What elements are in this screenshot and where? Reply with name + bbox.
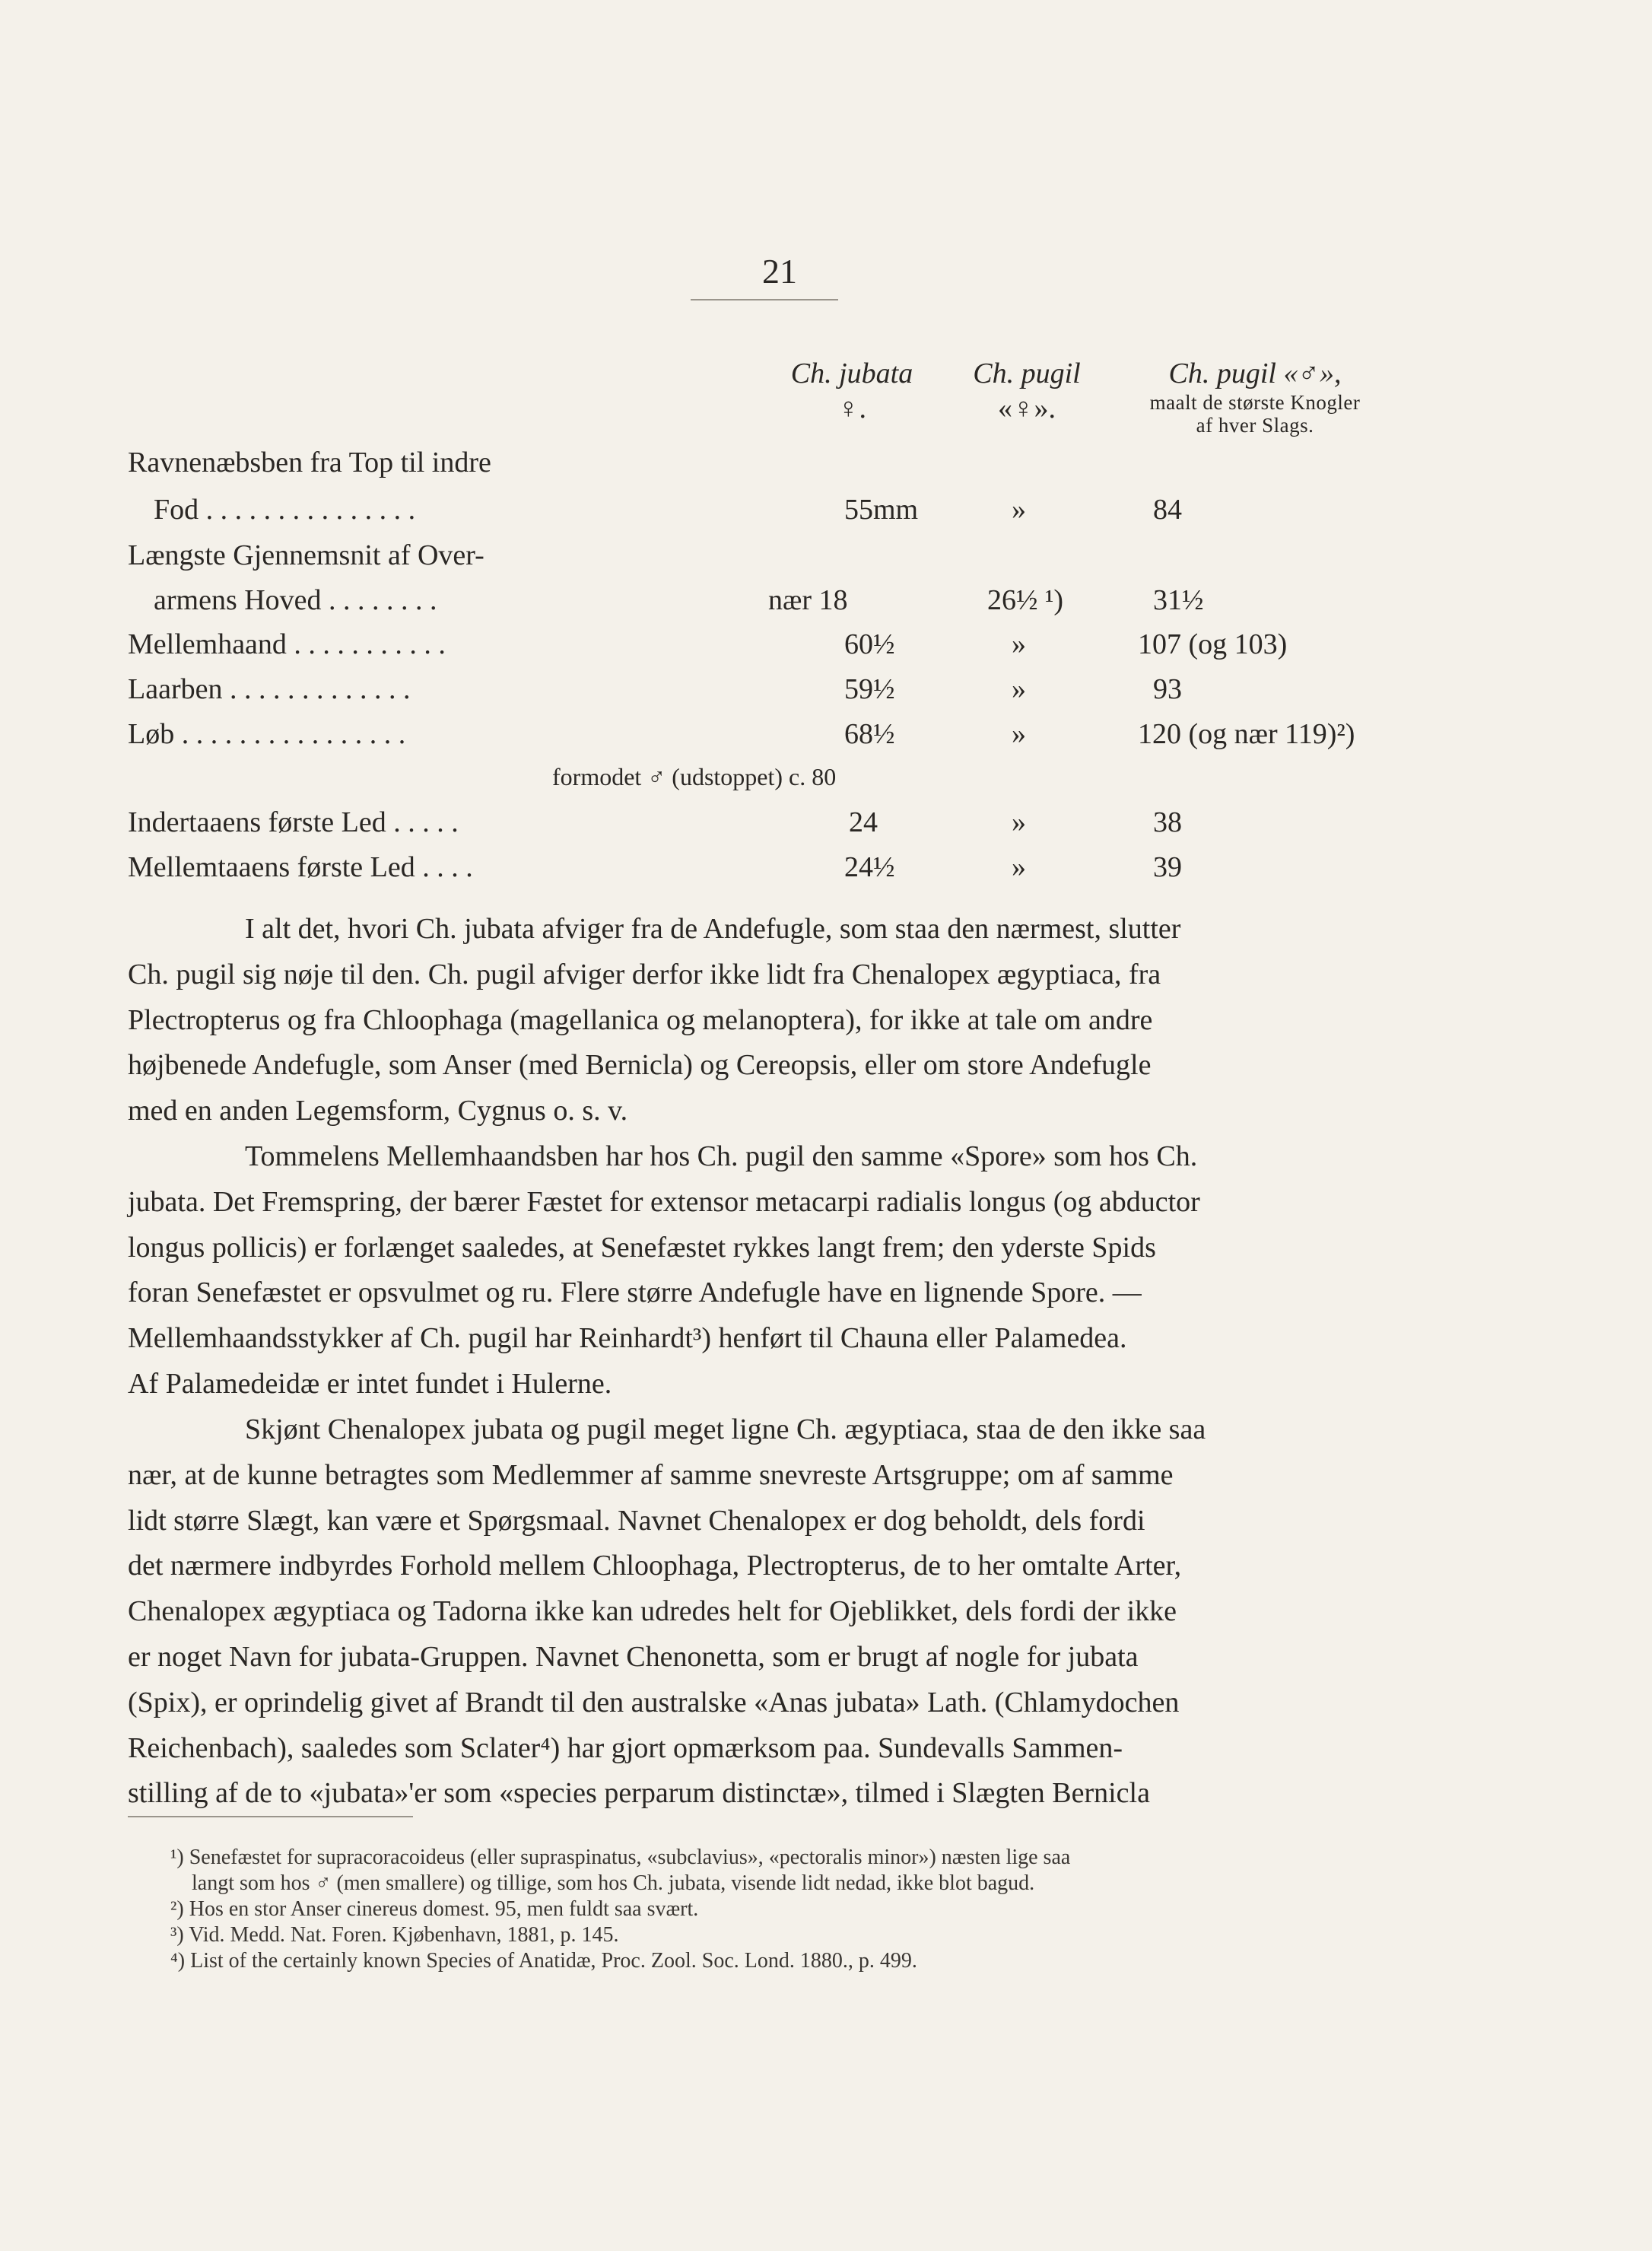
cell-value: » bbox=[1012, 806, 1026, 838]
col-header-jubata bbox=[768, 356, 936, 426]
col-header-sub: «♀». bbox=[998, 393, 1056, 424]
page-number: 21 bbox=[762, 252, 797, 291]
cell-value: 68½ bbox=[844, 718, 895, 750]
col-header-sub: af hver Slags. bbox=[1196, 414, 1314, 437]
cell-value: 107 (og 103) bbox=[1138, 628, 1288, 660]
col-header-sub: maalt de største Knogler bbox=[1149, 391, 1361, 414]
paragraph bbox=[128, 1407, 1390, 1817]
text-line: (Spix), er oprindelig givet af Brandt til den australske «Anas jubata» Lath. (Chlamydochen bbox=[128, 1686, 1180, 1718]
cell-value: 93 bbox=[1153, 673, 1182, 705]
footnote-rule bbox=[128, 1816, 413, 1817]
cell-value: 55mm bbox=[844, 494, 919, 526]
text-line: jubata. Det Fremspring, der bærer Fæstet for extensor metacarpi radialis longus (og abductor bbox=[128, 1185, 1200, 1218]
cell-value: » bbox=[1012, 494, 1026, 526]
cell-value: » bbox=[1012, 718, 1026, 750]
text-line: det nærmere indbyrdes Forhold mellem Chloophaga, Plectropterus, de to her omtalte Arter, bbox=[128, 1550, 1182, 1582]
cell-value: 24½ bbox=[844, 851, 895, 883]
footnote-line: ³) Vid. Medd. Nat. Foren. Kjøbenhavn, 1881, p. 145. bbox=[170, 1923, 619, 1947]
col-header-name: Ch. pugil bbox=[973, 358, 1081, 389]
cell-value: » bbox=[1012, 673, 1026, 705]
text-line: I alt det, hvori Ch. jubata afviger fra de Andefugle, som staa den nærmest, slutter bbox=[245, 913, 1181, 945]
cell-value: 60½ bbox=[844, 628, 895, 660]
text-line: stilling af de to «jubata»'er som «species perparum distinctæ», tilmed i Slægten Bernicla bbox=[128, 1777, 1150, 1810]
row-label: Fod . . . . . . . . . . . . . . . bbox=[154, 494, 416, 526]
row-label: Indertaaens første Led . . . . . bbox=[128, 806, 459, 838]
cell-value: 59½ bbox=[844, 673, 895, 705]
cell-value: nær 18 bbox=[768, 584, 848, 616]
text-line: er noget Navn for jubata-Gruppen. Navnet Chenonetta, som er brugt af nogle for jubata bbox=[128, 1640, 1139, 1673]
cell-value: 31½ bbox=[1153, 584, 1204, 616]
table-note: formodet ♂ (udstoppet) c. 80 bbox=[552, 763, 837, 790]
text-line: longus pollicis) er forlænget saaledes, at Senefæstet rykkes langt frem; den yderste Spids bbox=[128, 1231, 1156, 1264]
text-line: foran Senefæstet er opsvulmet og ru. Flere større Andefugle have en lignende Spore. — bbox=[128, 1277, 1142, 1309]
header-rule bbox=[691, 299, 838, 300]
footnote-line: ²) Hos en stor Anser cinereus domest. 95, men fuldt saa svært. bbox=[170, 1897, 699, 1921]
text-line: Chenalopex ægyptiaca og Tadorna ikke kan udredes helt for Ojeblikket, dels fordi der ikke bbox=[128, 1595, 1177, 1628]
paragraph bbox=[128, 1134, 1390, 1407]
text-line: Ch. pugil sig nøje til den. Ch. pugil afviger derfor ikke lidt fra Chenalopex ægyptiaca, fra bbox=[128, 958, 1161, 990]
cell-value: 84 bbox=[1153, 494, 1182, 526]
text-line: Reichenbach), saaledes som Sclater⁴) har gjort opmærksom paa. Sundevalls Sammen- bbox=[128, 1731, 1123, 1764]
row-label: armens Hoved . . . . . . . . bbox=[154, 584, 437, 616]
col-header-pugil bbox=[943, 356, 1110, 426]
cell-value: 120 (og nær 119)²) bbox=[1138, 718, 1355, 750]
text-line: Mellemhaandsstykker af Ch. pugil har Reinhardt³) henført til Chauna eller Palamedea. bbox=[128, 1322, 1127, 1355]
row-label: Laarben . . . . . . . . . . . . . bbox=[128, 673, 411, 705]
cell-value: 38 bbox=[1153, 806, 1182, 838]
text-line: nær, at de kunne betragtes som Medlemmer af samme snevreste Artsgruppe; om af samme bbox=[128, 1458, 1174, 1491]
footnote-line: langt som hos ♂ (men smallere) og tillige, som hos Ch. jubata, visende lidt nedad, ikke blot bagud. bbox=[192, 1871, 1035, 1895]
cell-value: » bbox=[1012, 628, 1026, 660]
row-label: Ravnenæbsben fra Top til indre bbox=[128, 447, 491, 478]
row-label: Mellemtaaens første Led . . . . bbox=[128, 851, 473, 883]
footnote-line: ⁴) List of the certainly known Species of Anatidæ, Proc. Zool. Soc. Lond. 1880., p. 499. bbox=[170, 1949, 917, 1973]
text-line: med en anden Legemsform, Cygnus o. s. v. bbox=[128, 1095, 628, 1127]
col-header-name: Ch. pugil «♂», bbox=[1168, 358, 1342, 389]
text-line: Af Palamedeidæ er intet fundet i Hulerne. bbox=[128, 1367, 612, 1400]
row-label: Løb . . . . . . . . . . . . . . . . bbox=[128, 718, 406, 750]
text-line: højbenede Andefugle, som Anser (med Bernicla) og Cereopsis, eller om store Andefugle bbox=[128, 1049, 1152, 1082]
text-line: Tommelens Mellemhaandsben har hos Ch. pugil den samme «Spore» som hos Ch. bbox=[245, 1140, 1198, 1172]
text-line: Plectropterus og fra Chloophaga (magellanica og melanoptera), for ikke at tale om andre bbox=[128, 1003, 1153, 1036]
cell-value: 24 bbox=[849, 806, 878, 838]
cell-value: 26½ ¹) bbox=[987, 584, 1064, 616]
text-line: lidt større Slægt, kan være et Spørgsmaal. Navnet Chenalopex er dog beholdt, dels fordi bbox=[128, 1504, 1145, 1537]
text-line: Skjønt Chenalopex jubata og pugil meget ligne Ch. ægyptiaca, staa de den ikke saa bbox=[245, 1413, 1206, 1445]
paragraph bbox=[128, 907, 1390, 1134]
row-label: Mellemhaand . . . . . . . . . . . bbox=[128, 628, 446, 660]
cell-value: » bbox=[1012, 851, 1026, 883]
footnotes bbox=[128, 1845, 1390, 1974]
footnote-line: ¹) Senefæstet for supracoracoideus (eller supraspinatus, «subclavius», «pectoralis minor») næsten lige saa bbox=[170, 1846, 1071, 1869]
row-label: Længste Gjennemsnit af Over- bbox=[128, 539, 484, 571]
cell-value: 39 bbox=[1153, 851, 1182, 883]
col-header-sub: ♀. bbox=[837, 393, 866, 424]
col-header-pugil-male bbox=[1095, 356, 1415, 437]
col-header-name: Ch. jubata bbox=[790, 358, 913, 389]
